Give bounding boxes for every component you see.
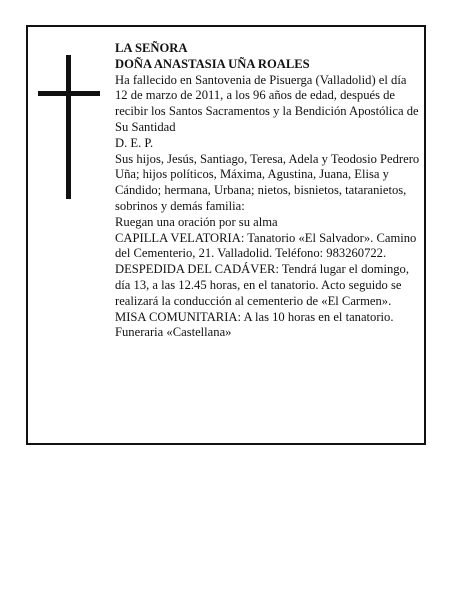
cross-icon — [38, 55, 100, 199]
cross-horizontal-bar — [38, 91, 100, 96]
notice-title: LA SEÑORA — [115, 41, 188, 55]
funeral-home: Funeraria «Castellana» — [115, 325, 232, 340]
cross-vertical-bar — [66, 55, 71, 199]
chapel-info: CAPILLA VELATORIA: Tanatorio «El Salvador». Camino del Cementerio, 21. Valladolid. Teléfono: 983260722. — [115, 230, 417, 261]
obituary-text — [115, 41, 421, 341]
deceased-name: DOÑA ANASTASIA UÑA ROALES — [115, 56, 310, 71]
farewell-info: DESPEDIDA DEL CADÁVER: Tendrá lugar el domingo, día 13, a las 12.45 horas, en el tanatorio. Acto seguido se realizará la conducción al cementerio de «El Carmen». — [115, 262, 409, 308]
obituary-notice — [26, 25, 426, 445]
dep-line: D. E. P. — [115, 135, 154, 150]
mass-info: MISA COMUNITARIA: A las 10 horas en el tanatorio. — [115, 309, 394, 324]
death-announcement: Ha fallecido en Santovenia de Pisuerga (Valladolid) el día 12 de marzo de 2011, a los 96 años de edad, después de recibir los Santos Sacramentos y la Bendición Apostólica de Su Santidad — [115, 72, 419, 134]
family-list: Sus hijos, Jesús, Santiago, Teresa, Adela y Teodosio Pedrero Uña; hijos políticos, Máxima, Agustina, Juana, Elisa y Cándido; hermana, Urbana; nietos, bisnietos, tataranietos, sobrinos y demás familia: — [115, 151, 420, 213]
prayer-request: Ruegan una oración por su alma — [115, 214, 278, 229]
